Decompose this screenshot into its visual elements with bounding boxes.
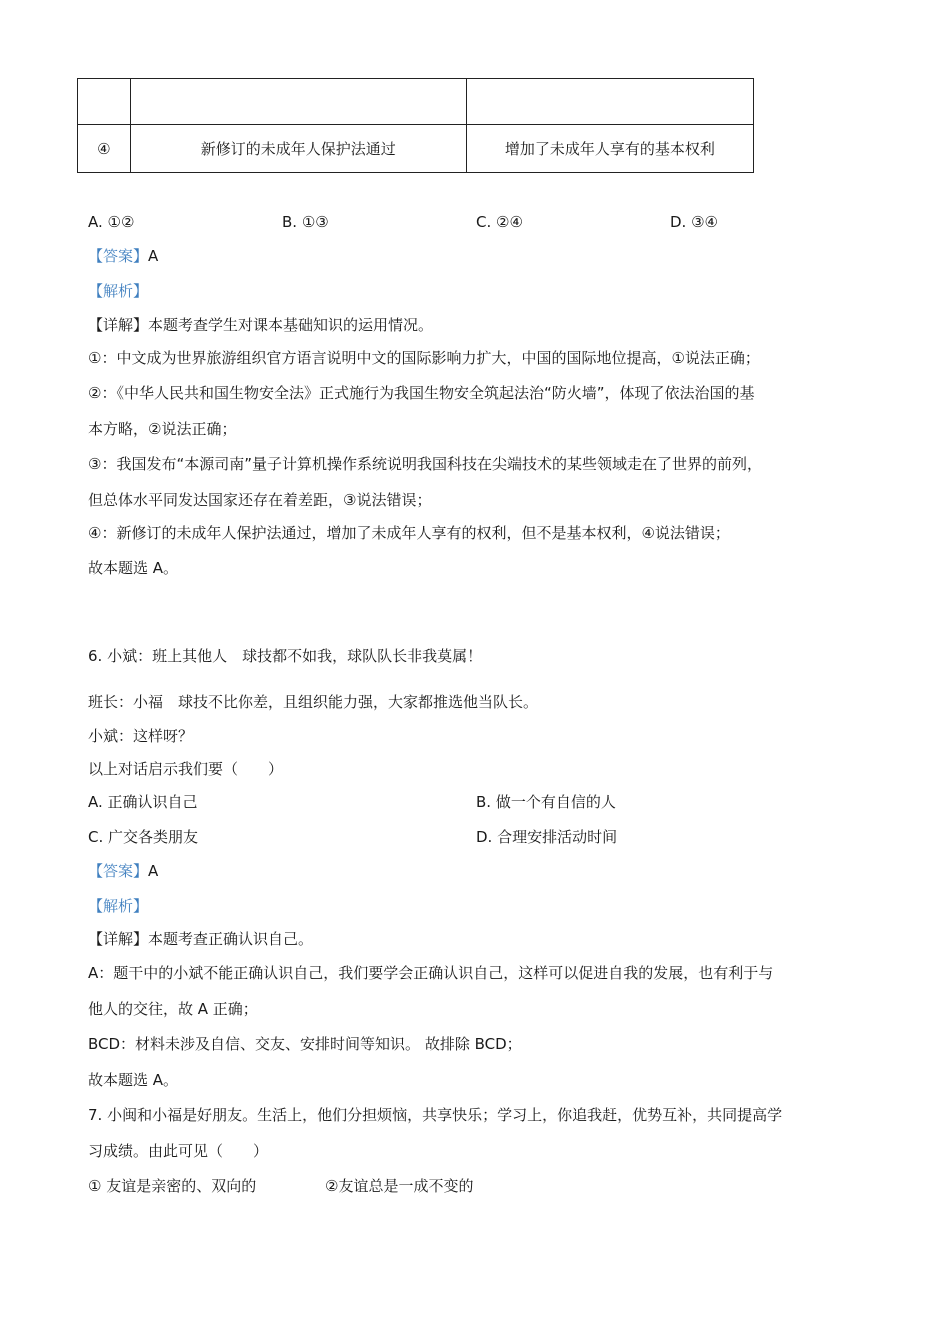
option-label: D.	[476, 828, 498, 846]
q5-option-a	[88, 212, 134, 232]
q6-analysis-tag: 【解析】	[88, 897, 149, 915]
meaning-cell	[466, 79, 753, 125]
q5-analysis-line: ④：新修订的未成年人保护法通过，增加了未成年人享有的权利，但不是基本权利，④说法错误；	[88, 524, 730, 542]
q6-analysis-line: BCD：材料未涉及自信、交友、安排时间等知识。 故排除 BCD；	[88, 1035, 522, 1053]
answer-value: A	[148, 862, 159, 880]
q6-answer	[88, 861, 158, 881]
option-label: B.	[282, 213, 302, 231]
option-label: A.	[88, 213, 108, 231]
q6-detail	[88, 929, 313, 949]
q5-analysis-line: ①：中文成为世界旅游组织官方语言说明中文的国际影响力扩大，中国的国际地位提高，①说法正确；	[88, 349, 760, 367]
row-number-cell: ④	[78, 125, 131, 173]
q5-analysis-line: 故本题选 A。	[88, 559, 179, 577]
option-text: ①③	[301, 213, 329, 231]
option-text: 做一个有自信的人	[495, 793, 616, 811]
q6-option-d	[476, 827, 617, 847]
option-text: ①②	[107, 213, 135, 231]
q5-option-d	[670, 212, 718, 232]
q7-stem-line: 7. 小闽和小福是好朋友。生活上，他们分担烦恼，共享快乐；学习上，你追我赶，优势互补，共同提高学	[88, 1106, 783, 1124]
detail-tag: 【详解】	[88, 316, 149, 334]
q6-analysis-line: 他人的交往，故 A 正确；	[88, 1000, 258, 1018]
detail-tag: 【详解】	[88, 930, 149, 948]
option-label: C.	[88, 828, 109, 846]
events-table	[77, 78, 754, 173]
meaning-cell: 增加了未成年人享有的基本权利	[466, 125, 753, 173]
answer-tag: 【答案】	[88, 247, 149, 265]
q5-analysis-line: ③：我国发布“本源司南”量子计算机操作系统说明我国科技在尖端技术的某些领域走在了世界的前列，	[88, 455, 762, 473]
q7-item-1: ① 友谊是亲密的、双向的	[88, 1177, 257, 1195]
option-text: 正确认识自己	[107, 793, 198, 811]
q5-answer	[88, 246, 158, 266]
q6-option-b	[476, 792, 616, 812]
q5-option-b	[282, 212, 329, 232]
q5-analysis-line: 但总体水平同发达国家还存在着差距，③说法错误；	[88, 491, 432, 509]
option-label: D.	[670, 213, 692, 231]
q6-analysis-line: A：题干中的小斌不能正确认识自己，我们要学会正确认识自己，这样可以促进自我的发展，也有利于与	[88, 964, 774, 982]
q6-stem-line: 班长：小福 球技不比你差，且组织能力强，大家都推选他当队长。	[88, 693, 539, 711]
option-label: B.	[476, 793, 496, 811]
q5-option-c	[476, 212, 523, 232]
q6-stem-line: 以上对话启示我们要（ ）	[88, 760, 284, 778]
q6-analysis-line: 故本题选 A。	[88, 1071, 179, 1089]
q5-analysis-tag: 【解析】	[88, 282, 149, 300]
option-text: ②④	[496, 213, 523, 231]
q6-stem-line: 小斌：这样呀？	[88, 727, 194, 745]
event-cell: 新修订的未成年人保护法通过	[130, 125, 466, 173]
detail-intro: 本题考查正确认识自己。	[148, 930, 314, 948]
detail-intro: 本题考查学生对课本基础知识的运用情况。	[148, 316, 434, 334]
q5-detail	[88, 315, 433, 335]
option-label: A.	[88, 793, 108, 811]
table-row	[78, 79, 754, 125]
q6-option-a	[88, 792, 198, 812]
q7-stem-line: 习成绩。由此可见（ ）	[88, 1142, 269, 1160]
q6-option-c	[88, 827, 198, 847]
q7-item-2: ②友谊总是一成不变的	[325, 1177, 474, 1195]
q5-analysis-line: 本方略，②说法正确；	[88, 420, 237, 438]
answer-tag: 【答案】	[88, 862, 149, 880]
table-row	[78, 125, 754, 173]
event-cell	[130, 79, 466, 125]
q6-stem-line: 6. 小斌：班上其他人 球技都不如我，球队队长非我莫属！	[88, 647, 483, 665]
option-text: 广交各类朋友	[108, 828, 199, 846]
answer-value: A	[148, 247, 159, 265]
option-text: ③④	[691, 213, 718, 231]
option-text: 合理安排活动时间	[497, 828, 618, 846]
option-label: C.	[476, 213, 497, 231]
row-number-cell	[78, 79, 131, 125]
q5-analysis-line: ②：《中华人民共和国生物安全法》正式施行为我国生物安全筑起法治“防火墙”，体现了依法治国的基	[88, 384, 755, 402]
